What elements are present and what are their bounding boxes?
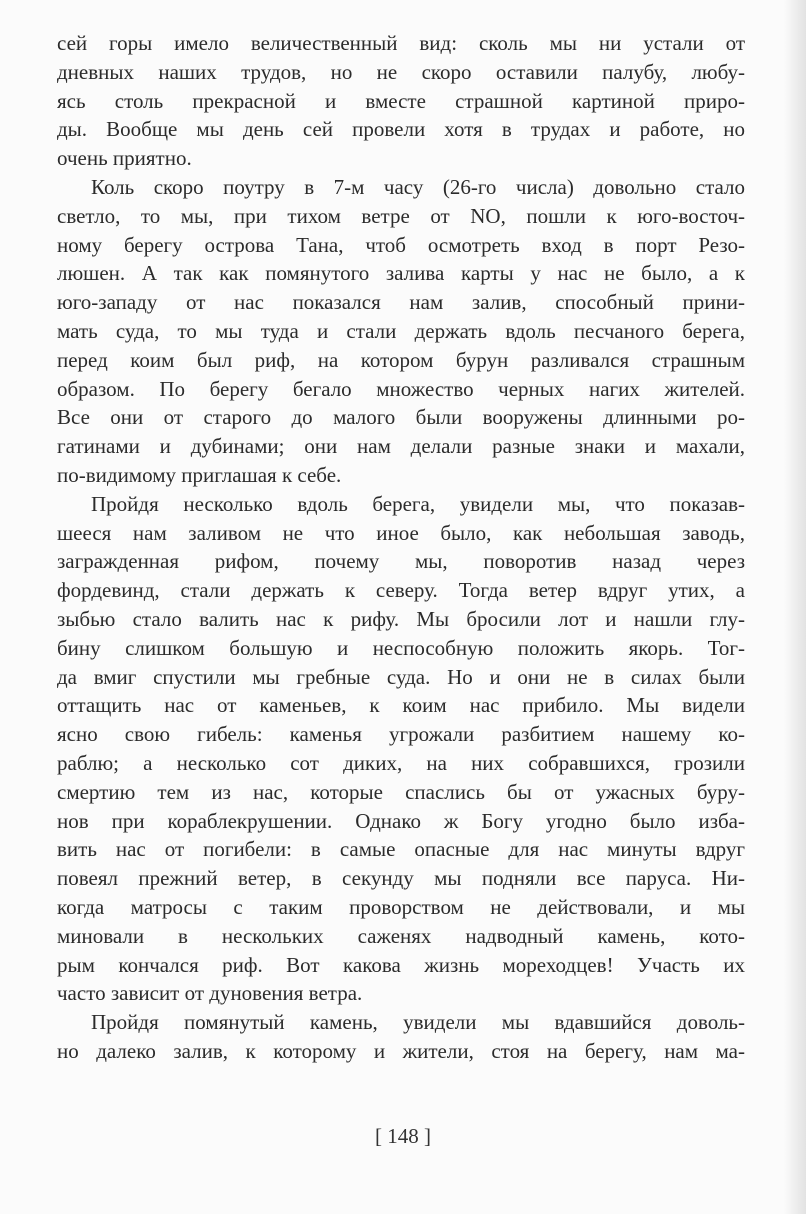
text-line [57,1008,745,1037]
paragraph [57,1008,745,1066]
text-line [57,259,745,288]
text-line-content: по-видимому приглашая к себе. [57,462,342,487]
text-line-content: светло, то мы, при тихом ветре от NO, пошли к юго-восточ- [57,203,745,228]
text-line-content: раблю; а несколько сот диких, на них собравшихся, грозили [57,750,745,775]
text-line-content: мать суда, то мы туда и стали держать вдоль песчаного берега, [57,318,745,343]
paragraph [57,490,745,1008]
text-line [57,432,745,461]
text-line-content: ному берегу острова Тана, чтоб осмотреть вход в порт Резо- [57,232,745,257]
text-line [57,864,745,893]
text-line-content: ясно свою гибель: каменья угрожали разбитием нашему ко- [57,722,745,747]
text-line [57,979,745,1008]
text-line-content: люшен. А так как помянутого залива карты у нас не было, а к [57,261,745,286]
text-line-content: Пройдя помянутый камень, увидели мы вдавшийся доволь- [91,1010,745,1035]
text-line-content: Пройдя несколько вдоль берега, увидели мы, что показав- [91,491,745,516]
text-line-content: перед коим был риф, на котором бурун разливался страшным [57,347,745,372]
text-line [57,375,745,404]
text-line-content: когда матросы с таким проворством не действовали, и мы [57,894,745,919]
text-line [57,634,745,663]
text-line [57,519,745,548]
text-line-content: миновали в нескольких саженях надводный камень, кото- [57,923,745,948]
text-line [57,663,745,692]
text-line-content: сей горы имело величественный вид: сколь мы ни устали от [57,31,745,55]
text-line [57,490,745,519]
text-line-content: фордевинд, стали держать к северу. Тогда ветер вдруг утих, а [57,578,745,603]
page-edge-shadow [784,0,806,1214]
text-line-content: очень приятно. [57,146,192,171]
text-line [57,951,745,980]
text-line [57,547,745,576]
text-line [57,346,745,375]
text-line [57,807,745,836]
text-line [57,403,745,432]
text-line [57,720,745,749]
text-line [57,288,745,317]
paragraph [57,173,745,490]
text-line [57,691,745,720]
text-line-content: ды. Вообще мы день сей провели хотя в трудах и работе, но [57,117,745,142]
text-line-content: повеял прежний ветер, в секунду мы подняли все паруса. Ни- [57,866,745,891]
text-line [57,576,745,605]
text-line-content: да вмиг спустили мы гребные суда. Но и они не в силах были [57,664,745,689]
paragraph [57,29,745,173]
text-line-content: зыбью стало валить нас к рифу. Мы бросили лот и нашли глу- [57,606,745,631]
text-line-content: нов при кораблекрушении. Однако ж Богу угодно было изба- [57,808,745,833]
text-line-content: загражденная рифом, почему мы, поворотив назад через [57,549,745,574]
text-line [57,202,745,231]
text-line-content: смертию тем из нас, которые спаслись бы от ужасных буру- [57,779,745,804]
text-line-content: ясь столь прекрасной и вместе страшной картиной приро- [57,88,745,113]
text-line-content: образом. По берегу бегало множество черных нагих жителей. [57,376,745,401]
text-line-content: рым кончался риф. Вот какова жизнь мореходцев! Участь их [57,952,745,977]
text-line [57,87,745,116]
text-line [57,173,745,202]
text-line [57,144,745,173]
text-line-content: гатинами и дубинами; они нам делали разные знаки и махали, [57,434,745,459]
text-line [57,893,745,922]
text-line [57,835,745,864]
text-line [57,461,745,490]
text-line [57,778,745,807]
text-line [57,749,745,778]
text-line [57,1037,745,1066]
text-line-content: но далеко залив, к которому и жители, стоя на берегу, нам ма- [57,1038,745,1063]
text-line [57,29,745,58]
text-line [57,115,745,144]
text-line-content: шееся нам заливом не что иное было, как небольшая заводь, [57,520,745,545]
text-line [57,58,745,87]
text-line-content: юго-западу от нас показался нам залив, способный прини- [57,290,745,315]
text-line-content: оттащить нас от каменьев, к коим нас прибило. Мы видели [57,693,745,718]
text-line-content: Коль скоро поутру в 7-м часу (26-го числа) довольно стало [91,174,745,199]
text-line-content: Все они от старого до малого были вооружены длинными ро- [57,405,745,430]
text-line [57,317,745,346]
text-line [57,605,745,634]
page-number: [ 148 ] [375,1124,431,1148]
text-line-content: вить нас от погибели: в самые опасные для нас минуты вдруг [57,837,745,862]
text-line-content: бину слишком большую и неспособную положить якорь. Тог- [57,635,745,660]
text-line-content: часто зависит от дуновения ветра. [57,981,363,1006]
text-line [57,231,745,260]
body-text [57,29,745,1066]
text-line-content: дневных наших трудов, но не скоро оставили палубу, любу- [57,59,745,84]
text-line [57,922,745,951]
